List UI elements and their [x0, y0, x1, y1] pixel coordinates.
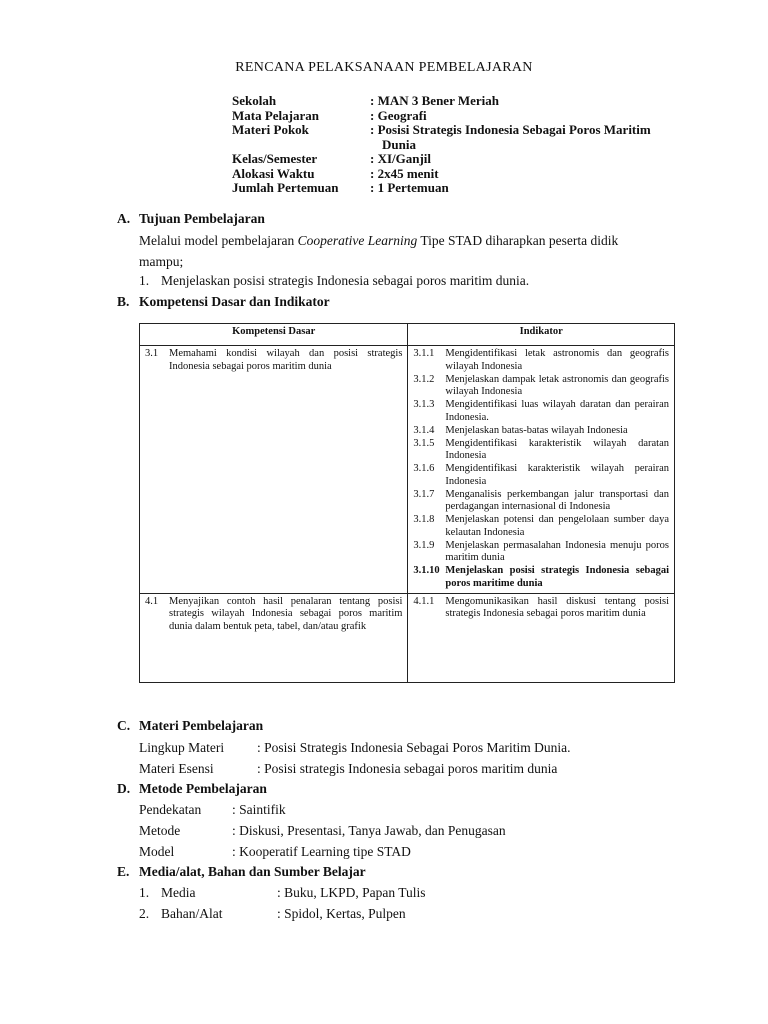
identity-key: Sekolah: [232, 93, 277, 108]
indicator-item: [413, 565, 669, 590]
identity-key: Jumlah Pertemuan: [232, 180, 339, 195]
section-letter: D.: [117, 781, 131, 796]
media-row: [139, 885, 426, 901]
section-c-heading: [117, 718, 263, 734]
indicator-item: [413, 438, 669, 463]
indicator-item: [413, 425, 669, 438]
section-title: Materi Pembelajaran: [139, 718, 264, 733]
section-letter: E.: [117, 864, 130, 879]
media-number: 2.: [139, 906, 150, 921]
materi-row: [139, 761, 557, 777]
indicator-item: [413, 348, 669, 373]
materi-key: Materi Esensi: [139, 761, 214, 776]
metode-row: [139, 802, 286, 818]
kd-cell: [140, 346, 408, 594]
identity-value: Dunia: [382, 136, 416, 152]
indicator-item: [413, 596, 669, 621]
kd-item: [145, 348, 402, 373]
identity-block: [232, 94, 692, 196]
media-value: : Spidol, Kertas, Pulpen: [277, 906, 406, 921]
identity-value: : MAN 3 Bener Meriah: [370, 93, 500, 108]
kd-text: Memahami kondisi wilayah dan posisi strategis Indonesia sebagai poros maritim dunia: [169, 348, 403, 372]
section-d-heading: [117, 781, 267, 797]
indicator-number: 3.1.3: [413, 399, 435, 410]
indicator-text: Mengidentifikasi karakteristik wilayah perairan Indonesia: [445, 463, 669, 487]
indicator-item: [413, 374, 669, 399]
identity-key: [232, 138, 370, 153]
indicator-number: 3.1.10: [413, 565, 440, 576]
indicator-number: 3.1.9: [413, 539, 435, 551]
section-letter: A.: [117, 211, 131, 226]
materi-value: : Posisi Strategis Indonesia Sebagai Poros Maritim Dunia.: [257, 740, 571, 755]
indicator-text: Mengidentifikasi karakteristik wilayah daratan Indonesia: [445, 437, 669, 461]
indicator-item: [413, 489, 669, 514]
section-b-heading: [117, 294, 330, 310]
metode-key: Metode: [139, 823, 181, 838]
metode-row: [139, 844, 411, 860]
indicator-text: Menjelaskan posisi strategis Indonesia sebagai poros maritime dunia: [445, 565, 669, 589]
materi-value: : Posisi strategis Indonesia sebagai poros maritim dunia: [257, 761, 558, 776]
section-e-heading: [117, 864, 366, 880]
metode-value: : Diskusi, Presentasi, Tanya Jawab, dan Penugasan: [232, 823, 506, 838]
kd-cell: [140, 593, 408, 682]
metode-value: : Kooperatif Learning tipe STAD: [232, 844, 411, 859]
table-row: [140, 593, 675, 682]
col-header-kd: Kompetensi Dasar: [140, 324, 408, 346]
identity-row: [232, 152, 692, 167]
identity-row: [232, 167, 692, 182]
identity-row: [232, 109, 692, 124]
competency-table: [139, 323, 675, 683]
metode-value: : Saintifik: [232, 802, 286, 817]
identity-row: [232, 138, 692, 153]
identity-row: [232, 94, 692, 109]
metode-key: Model: [139, 844, 175, 859]
identity-key: Mata Pelajaran: [232, 107, 320, 123]
section-title: Media/alat, Bahan dan Sumber Belajar: [139, 864, 366, 879]
metode-row: [139, 823, 506, 839]
identity-value: : Geografi: [370, 107, 427, 123]
media-key: Media: [161, 885, 196, 900]
indicator-item: [413, 399, 669, 424]
kd-number: 4.1: [145, 595, 159, 607]
section-title: Metode Pembelajaran: [139, 781, 267, 796]
item-text: Menjelaskan posisi strategis Indonesia sebagai poros maritim dunia.: [161, 273, 530, 288]
indicator-text: Menjelaskan potensi dan pengelolaan sumber daya kelautan Indonesia: [445, 514, 669, 538]
indicator-number: 4.1.1: [413, 595, 435, 607]
indicator-item: [413, 514, 669, 539]
indicator-cell: [408, 593, 675, 682]
indicator-cell: [408, 346, 675, 594]
indicator-text: Menjelaskan batas-batas wilayah Indonesia: [445, 424, 628, 436]
kd-item: [145, 596, 402, 634]
indicator-text: Mengidentifikasi letak astronomis dan geografis wilayah Indonesia: [445, 348, 669, 372]
section-a-item: [139, 273, 529, 289]
identity-key: Alokasi Waktu: [232, 165, 315, 181]
identity-value: : XI/Ganjil: [370, 151, 432, 166]
indicator-text: Menganalisis perkembangan jalur transportasi dan perdagangan internasional di Indonesia: [445, 488, 669, 512]
identity-row: [232, 181, 692, 196]
indicator-number: 3.1.4: [413, 424, 435, 436]
indicator-text: Mengidentifikasi luas wilayah daratan dan perairan Indonesia.: [445, 399, 669, 423]
table-header-row: [140, 324, 675, 346]
item-number: 1.: [139, 273, 150, 288]
identity-key: Kelas/Semester: [232, 151, 318, 166]
identity-value: : Posisi Strategis Indonesia Sebagai Poros Maritim: [370, 122, 651, 137]
section-a-intro: [139, 230, 659, 272]
indicator-number: 3.1.8: [413, 514, 435, 525]
section-letter: B.: [117, 294, 130, 309]
intro-text-after: Tipe STAD diharapkan peserta didik mampu;: [139, 233, 619, 269]
section-title: Tujuan Pembelajaran: [139, 211, 265, 226]
media-value: : Buku, LKPD, Papan Tulis: [277, 885, 426, 900]
kd-text: Menyajikan contoh hasil penalaran tentang posisi strategis wilayah Indonesia sebagai poros maritim dunia dalam bentuk peta, tabel, dan/atau grafik: [169, 595, 403, 632]
indicator-text: Menjelaskan permasalahan Indonesia menuju poros maritim dunia: [445, 539, 669, 563]
identity-row: [232, 123, 692, 138]
materi-key: Lingkup Materi: [139, 740, 225, 755]
identity-value: : 2x45 menit: [370, 165, 439, 181]
metode-key: Pendekatan: [139, 802, 202, 817]
indicator-item: [413, 463, 669, 488]
table-row: [140, 346, 675, 594]
intro-text: Melalui model pembelajaran: [139, 233, 298, 248]
indicator-number: 3.1.5: [413, 437, 435, 449]
col-header-indicator: Indikator: [408, 324, 675, 346]
indicator-item: [413, 540, 669, 565]
kd-number: 3.1: [145, 348, 159, 359]
media-number: 1.: [139, 885, 150, 900]
indicator-text: Menjelaskan dampak letak astronomis dan geografis wilayah Indonesia: [445, 373, 669, 397]
materi-row: [139, 740, 570, 756]
indicator-number: 3.1.2: [413, 373, 435, 385]
section-a-heading: [117, 211, 265, 227]
section-letter: C.: [117, 718, 131, 733]
indicator-number: 3.1.6: [413, 463, 435, 474]
identity-key: Materi Pokok: [232, 122, 309, 137]
intro-italic: Cooperative Learning: [297, 233, 418, 248]
identity-value: : 1 Pertemuan: [370, 180, 449, 195]
indicator-number: 3.1.7: [413, 488, 435, 500]
media-key: Bahan/Alat: [161, 906, 223, 921]
section-title: Kompetensi Dasar dan Indikator: [139, 294, 330, 309]
document-title: RENCANA PELAKSANAAN PEMBELAJARAN: [235, 60, 533, 75]
indicator-text: Mengomunikasikan hasil diskusi tentang posisi strategis Indonesia sebagai poros maritim dunia: [445, 595, 669, 619]
media-row: [139, 906, 406, 922]
indicator-number: 3.1.1: [413, 348, 435, 359]
